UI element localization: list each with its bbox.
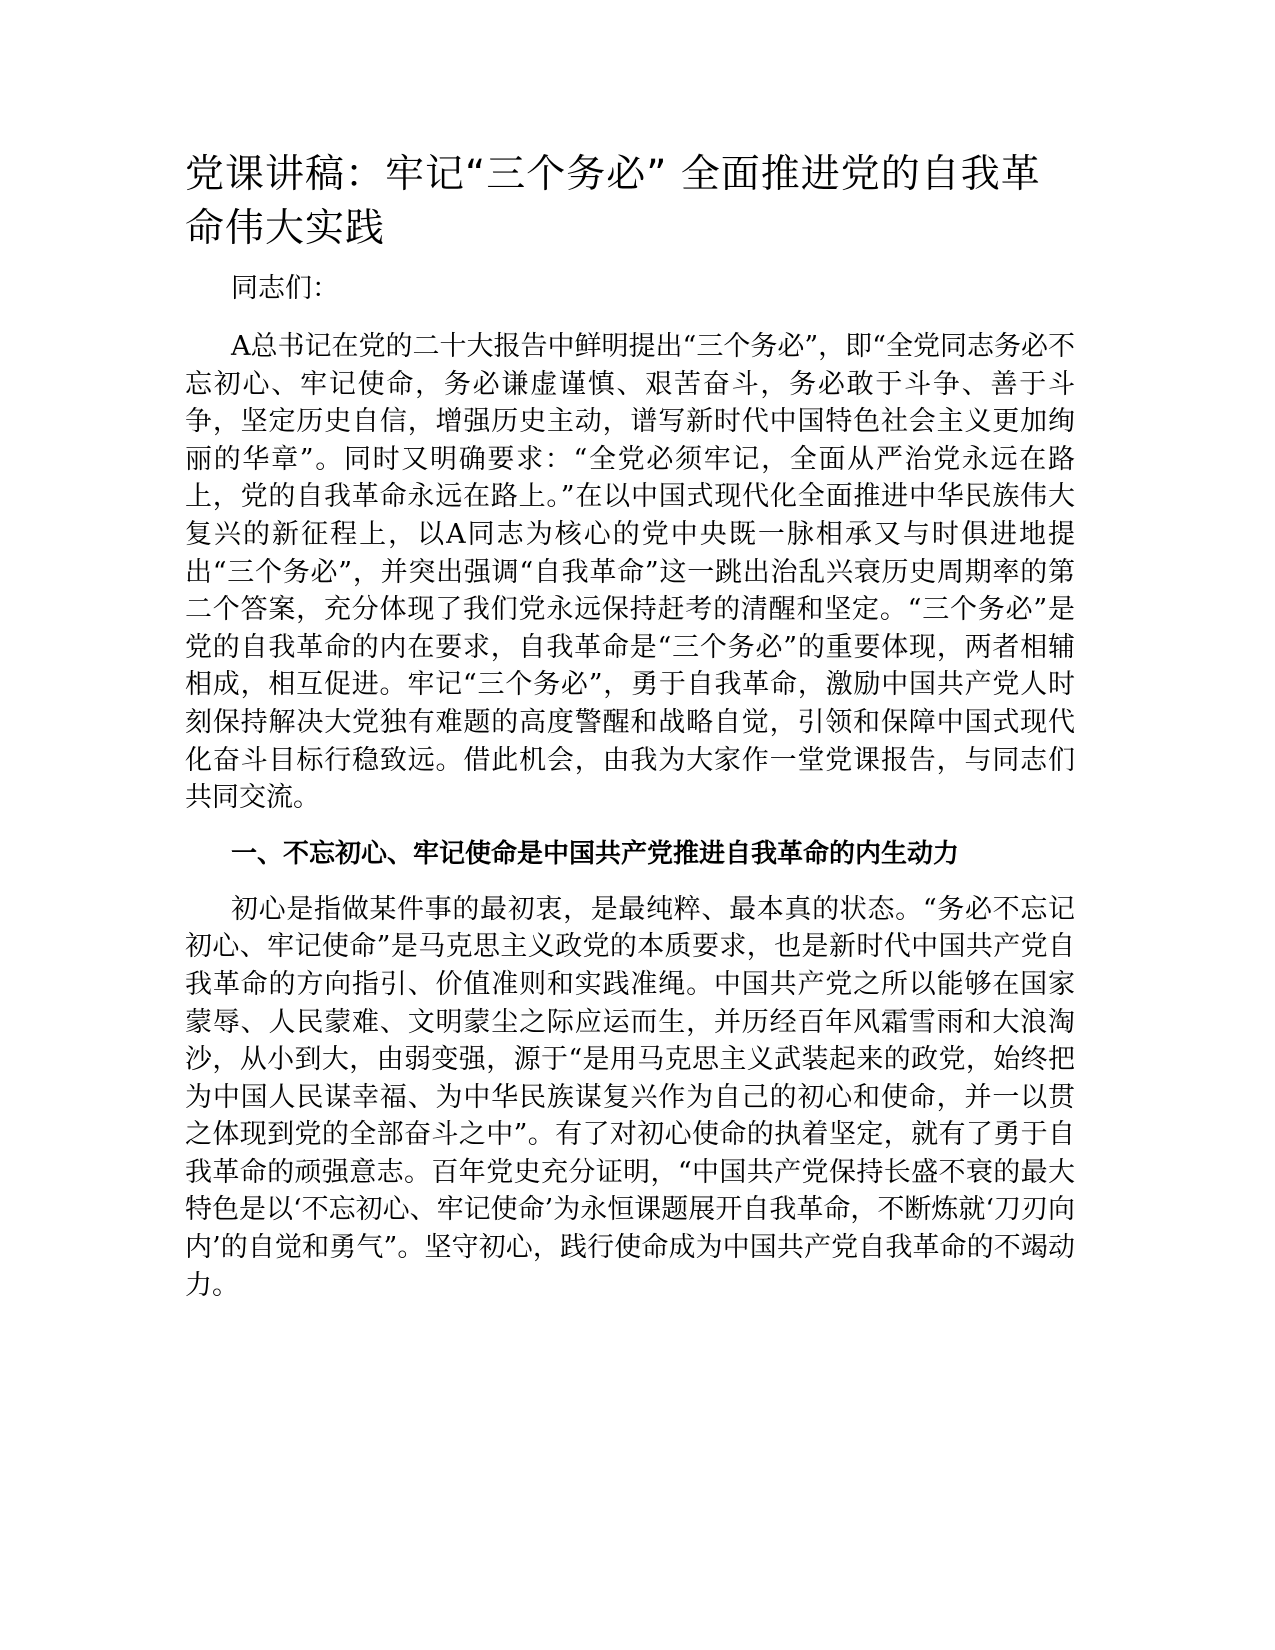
paragraph-1: A总书记在党的二十大报告中鲜明提出“三个务必”，即“全党同志务必不忘初心、牢记使命，务必谦虚谨慎、艰苦奋斗，务必敢于斗争、善于斗争，坚定历史自信，增强历史主动，谱写新时代中国特色社会主义更加绚丽的华章”。同时又明确要求：“全党必须牢记，全面从严治党永远在路上，党的自我革命永远在路上。”在以中国式现代化全面推进中华民族伟大复兴的新征程上，以A同志为核心的党中央既一脉相承又与时俱进地提出“三个务必”，并突出强调“自我革命”这一跳出治乱兴衰历史周期率的第二个答案，充分体现了我们党永远保持赶考的清醒和坚定。“三个务必”是党的自我革命的内在要求，自我革命是“三个务必”的重要体现，两者相辅相成，相互促进。牢记“三个务必”，勇于自我革命，激励中国共产党人时刻保持解决大党独有难题的高度警醒和战略自觉，引领和保障中国式现代化奋斗目标行稳致远。借此机会，由我为大家作一堂党课报告，与同志们共同交流。 [185, 331, 1075, 814]
document-title: 党课讲稿：牢记“三个务必” 全面推进党的自我革命伟大实践 [185, 152, 1041, 251]
section-heading-1: 一、不忘初心、牢记使命是中国共产党推进自我革命的内生动力 [231, 838, 960, 869]
greeting: 同志们： [231, 273, 339, 304]
paragraph-2: 初心是指做某件事的最初衷，是最纯粹、最本真的状态。“务必不忘记初心、牢记使命”是马克思主义政党的本质要求，也是新时代中国共产党自我革命的方向指引、价值准则和实践准绳。中国共产党之所以能够在国家蒙辱、人民蒙难、文明蒙尘之际应运而生，并历经百年风霜雪雨和大浪淘沙，从小到大，由弱变强，源于“是用马克思主义武装起来的政党，始终把为中国人民谋幸福、为中华民族谋复兴作为自己的初心和使命，并一以贯之体现到党的全部奋斗之中”。有了对初心使命的执着坚定，就有了勇于自我革命的顽强意志。百年党史充分证明，“中国共产党保持长盛不衰的最大特色是以‘不忘初心、牢记使命’为永恒课题展开自我革命，不断炼就‘刀刃向内’的自觉和勇气”。坚守初心，践行使命成为中国共产党自我革命的不竭动力。 [185, 893, 1075, 1301]
